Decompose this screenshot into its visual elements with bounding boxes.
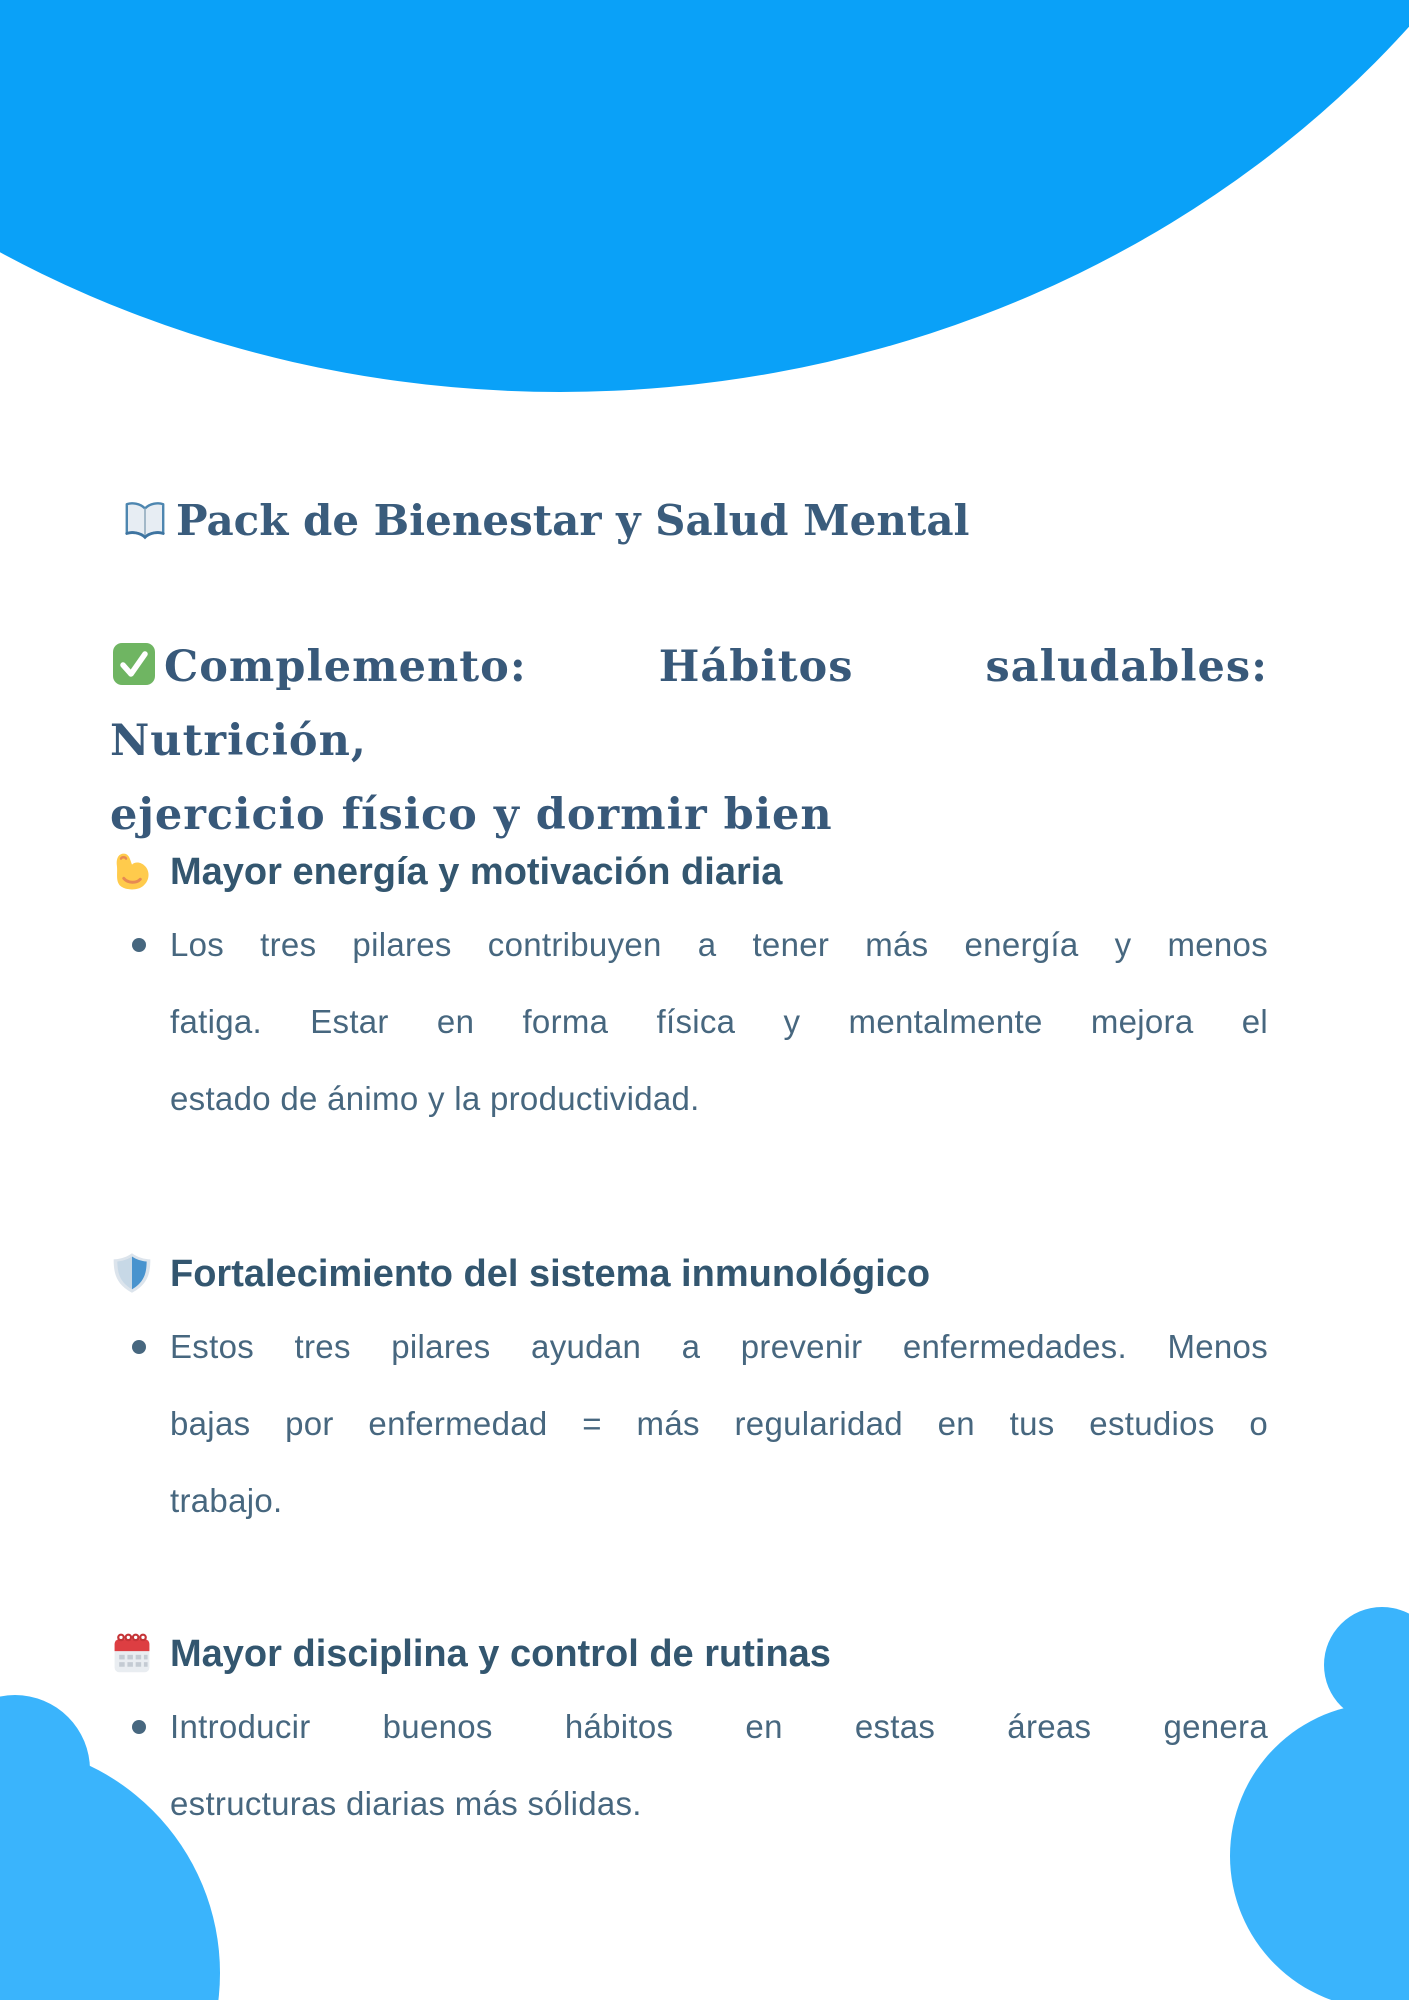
- section-heading-row: [110, 1248, 1268, 1300]
- subtitle-block: [110, 630, 1268, 852]
- page-title: Pack de Bienestar y Salud Mental: [176, 496, 970, 545]
- section-heading: Mayor disciplina y control de rutinas: [170, 1633, 831, 1675]
- section-heading: Mayor energía y motivación diaria: [170, 851, 783, 893]
- bullet-text: Los tres pilares contribuyen a tener más energía y menos fatiga. Estar en forma física y mentalmente mejora el estado de ánimo y la productividad.: [170, 926, 1268, 1117]
- bullet-dot-column: [110, 1308, 170, 1539]
- section-energia: [110, 846, 1268, 1137]
- bullet-dot: [132, 1340, 146, 1354]
- section-heading: Fortalecimiento del sistema inmunológico: [170, 1253, 931, 1295]
- bullet-dot: [132, 1720, 146, 1734]
- flexed-biceps-icon: [110, 849, 156, 895]
- bullet-item: [110, 1688, 1268, 1842]
- section-inmunologico: [110, 1248, 1268, 1539]
- bullet-dot-column: [110, 906, 170, 1137]
- bullet-text: Estos tres pilares ayudan a prevenir enfermedades. Menos bajas por enfermedad = más regularidad en tus estudios o trabajo.: [170, 1328, 1268, 1519]
- check-mark-icon: [110, 640, 158, 688]
- spiral-calendar-icon: [110, 1631, 156, 1677]
- shield-icon: [110, 1251, 156, 1297]
- section-heading-row: [110, 1628, 1268, 1680]
- page-title-row: [122, 492, 1302, 550]
- bullet-text: Introducir buenos hábitos en estas áreas genera estructuras diarias más sólidas.: [170, 1708, 1268, 1822]
- bullet-item: [110, 906, 1268, 1137]
- section-rutinas: [110, 1628, 1268, 1842]
- bullet-item: [110, 1308, 1268, 1539]
- bullet-dot-column: [110, 1688, 170, 1842]
- open-book-icon: [122, 498, 168, 544]
- top-wave-decoration: [0, 0, 1409, 392]
- section-heading-row: [110, 846, 1268, 898]
- bullet-dot: [132, 938, 146, 952]
- subtitle-line-1: Complemento: Hábitos saludables: Nutrición,: [110, 642, 1268, 766]
- subtitle-line-2: ejercicio físico y dormir bien: [110, 790, 833, 840]
